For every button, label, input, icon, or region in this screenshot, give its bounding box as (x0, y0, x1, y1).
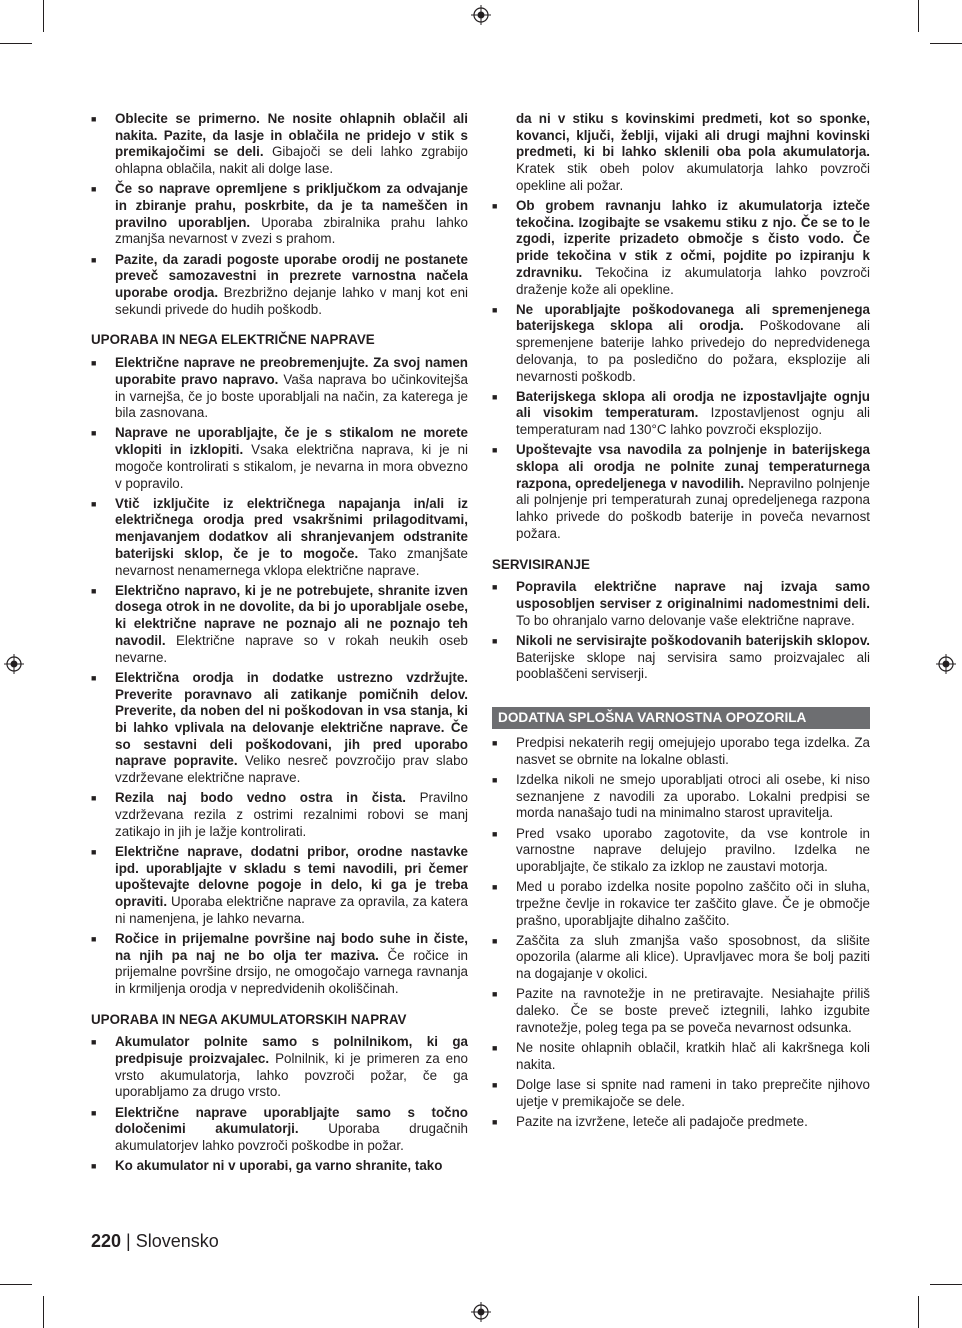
registration-mark-icon (936, 654, 956, 674)
crop-mark (0, 1284, 32, 1285)
list-item: ■ Ob grobem ravnanju lahko iz akumulatorja izteče tekočina. Izogibajte se vsakemu stiku z njo. Če se to le zgodi, izperite prizadeto območje s čisto vodo. Če pride tekočina v stik z očmi, pojdite po izpiranju k zdravniku. Tekočina iz akumulatorja lahko povzroči draženje kože ali opekline. (492, 198, 870, 297)
bullet-icon: ■ (91, 1161, 97, 1172)
bullet-icon: ■ (492, 1116, 498, 1127)
bullet-icon: ■ (492, 635, 498, 646)
list-item: ■ Naprave ne uporabljajte, če je s stikalom ne morete vklopiti in izklopiti. Vsaka električna naprava, ki je ni mogoče kontrolirati s stikalom, je nevarna in mora obvezno v popravilo. (91, 425, 468, 491)
bullet-icon: ■ (91, 498, 97, 509)
crop-mark (0, 43, 32, 44)
bullet-icon: ■ (492, 882, 498, 893)
bullet-icon: ■ (91, 184, 97, 195)
list-item: ■ Električne naprave ne preobremenjujte. Za svoj namen uporabite pravo napravo. Vaša naprava bo učinkovitejša in varnejša, če jo boste uporabljali na način, za katerega je bila zasnovana. (91, 355, 468, 421)
bullet-icon: ■ (91, 846, 97, 857)
list-item: ■ Pred vsako uporabo zagotovite, da vse kontrole in varnostne naprave delujejo pravilno. Izdelka ne uporabljajte, če stikalo za izklop ne zaustavi motorja. (492, 825, 870, 874)
list-item: ■ Med u porabo izdelka nosite popolno zaščito oči in sluha, trpežne čevlje in rokavice ter zaščito glave. Če je območje prašno, uporabljajte dihalno zaščito. (492, 879, 870, 928)
list-item: ■ Predpisi nekaterih regij omejujejo uporabo tega izdelka. Za nasvet se obrnite na lokalne oblasti. (492, 735, 870, 767)
list-item: ■ Oblecite se primerno. Ne nosite ohlapnih oblačil ali nakita. Pazite, da lasje in oblačila ne pridejo v stik s premikajočimi se deli. Gibajoči se deli lahko zgrabijo ohlapna oblačila, nakit ali dolge lase. (91, 111, 468, 177)
list-item: ■ Upoštevajte vsa navodila za polnjenje in baterijskega sklopa ali orodja ne polnite zunaj temperaturnega razpona, opredeljenega v navodilih. Nepravilno polnjenje ali polnjenje pri temperaturah zunaj opredeljenega razpona lahko privede do poškodb baterije in poveča nevarnost požara. (492, 442, 870, 541)
list-item: ■ Električne naprave, dodatni pribor, orodne nastavke ipd. uporabljajte v skladu s temi navodili, pri čemer upoštevajte delovne pogoje in delo, ki ga je treba opraviti. Uporaba električne naprave za opravila, za katera ni namenjena, je lahko nevarna. (91, 843, 468, 926)
list-item-continuation: da ni v stiku s kovinskimi predmeti, kot so sponke, kovanci, ključi, žeblji, vijaki ali drugi majhni kovinski predmeti, ki bi lahko sklenili oba pola akumulatorja. Kratek stik obeh polov akumulatorja lahko povzroči opekline ali požar. (516, 111, 870, 193)
crop-mark (918, 1296, 919, 1328)
crop-mark (43, 0, 44, 32)
crop-mark (918, 0, 919, 32)
bullet-icon: ■ (492, 935, 498, 946)
bullet-icon: ■ (492, 774, 498, 785)
section-banner: DODATNA SPLOŠNA VARNOSTNA OPOZORILA (492, 707, 870, 729)
crop-mark (930, 43, 962, 44)
list-item: ■ Dolge lase si spnite nad rameni in tako preprečite njihovo ujetje v premikajoče se dele. (492, 1076, 870, 1109)
list-item: ■ Zaščita za sluh zmanjša vašo sposobnost, da slišite opozorila (alarme ali klice). Upravljavec mora še bolj paziti na dogajanje v okolici. (492, 932, 870, 982)
bullet-icon: ■ (91, 254, 97, 265)
list-item: ■ Izdelka nikoli ne smejo uporabljati otroci ali osebe, ki niso seznanjene z navodili za uporabo. Lokalni predpisi se morda nanašajo tudi na minimalno starost upravitelja. (492, 771, 870, 821)
section-heading: UPORABA IN NEGA AKUMULATORSKIH NAPRAV (91, 1011, 407, 1027)
section-heading: SERVISIRANJE (492, 556, 590, 572)
bullet-icon: ■ (91, 1107, 97, 1118)
list-item: ■ Pazite, da zaradi pogoste uporabe orodij ne postanete preveč samozavestni in prezrete varnostna načela uporabe orodja. Brezbrižno dejanje lahko v manj kot eni sekundi privede do hudih poškodb. (91, 251, 468, 317)
list-item: ■ Popravila električne naprave naj izvaja samo usposobljen serviser z originalnimi nadomestnimi deli. To bo ohranjalo varno delovanje vaše električne naprave. (492, 579, 870, 628)
bullet-icon: ■ (91, 358, 97, 369)
crop-mark (43, 1296, 44, 1328)
bullet-icon: ■ (492, 304, 498, 315)
registration-mark-icon (471, 5, 491, 25)
bullet-icon: ■ (91, 933, 97, 944)
registration-mark-icon (4, 654, 24, 674)
bullet-icon: ■ (492, 391, 498, 402)
crop-mark (930, 1284, 962, 1285)
list-item: ■ Ročice in prijemalne površine naj bodo suhe in čiste, na njih pa naj ne bo olja ter maziva. Če ročice in prijemalne površine drsijo, ne omogočajo varnega ravnanja in krmiljenja orodja v nepredvidenih okoliščinah. (91, 930, 468, 996)
list-item: ■ Nikoli ne servisirajte poškodovanih baterijskih sklopov. Baterijske sklope naj servisira samo proizvajalec ali pooblaščeni serviserji. (492, 632, 870, 682)
section-heading: UPORABA IN NEGA ELEKTRIČNE NAPRAVE (91, 332, 375, 348)
list-item: ■ Če so naprave opremljene s priključkom za odvajanje in zbiranje prahu, poskrbite, da je ta nameščen in pravilno uporabljen. Uporaba zbiralnika prahu lahko zmanjša nevarnost v zvezi s prahom. (91, 181, 468, 247)
bullet-icon: ■ (492, 582, 498, 593)
list-item: ■ Rezila naj bodo vedno ostra in čista. Pravilno vzdrževana rezila z ostrimi rezalnimi robovi se manj zatikajo in jih je lažje kontrolirati. (91, 790, 468, 839)
list-item: ■ Baterijskega sklopa ali orodja ne izpostavljajte ognju ali visokim temperaturam. Izpostavljenost ognju ali temperaturam nad 130°C lahko povzroči eksplozijo. (492, 388, 870, 438)
bullet-icon: ■ (492, 989, 498, 1000)
bullet-icon: ■ (492, 738, 498, 748)
list-item: ■ Ne uporabljajte poškodovanega ali spremenjenega baterijskega sklopa ali orodja. Poškodovane ali spremenjene baterije lahko privedejo do nepredvidenega delovanja, to pa posledično do požara, eksplozije ali nevarnosti poškodb. (492, 301, 870, 384)
list-item: ■ Pazite na ravnotežje in ne pretiravajte. Nesiahajte pṙiliš daleko. Če se boste preveč iztegnili, lahko izgubite ravnotežje, poleg tega pa se poveča nevarnost odsunka. (492, 986, 870, 1035)
bullet-icon: ■ (492, 1079, 498, 1090)
registration-mark-icon (471, 1302, 491, 1322)
left-column (91, 111, 468, 1178)
bullet-icon: ■ (91, 793, 97, 804)
list-item: ■ Električno napravo, ki je ne potrebujete, shranite izven dosega otrok in ne dovolite, da bi jo uporabljale osebe, ki električne naprave ne poznajo ali ne poznajo teh navodil. Električne naprave so v rokah neukih oseb nevarne. (91, 582, 468, 665)
right-column (492, 111, 870, 1134)
footer-language: Slovensko (135, 1231, 219, 1251)
list-item: ■ Ko akumulator ni v uporabi, ga varno shranite, tako (91, 1158, 443, 1174)
footer-separator: | (121, 1231, 136, 1251)
bullet-icon: ■ (492, 1042, 498, 1053)
bullet-icon: ■ (91, 672, 97, 683)
bullet-icon: ■ (492, 445, 498, 456)
page-footer (91, 1231, 219, 1252)
list-item: ■ Vtič izključite iz električnega napajanja in/ali iz električnega orodja pred vsakršnimi prilagoditvami, menjavanjem dodatkov ali shranjevanjem odstranite baterijski sklop, če je to mogoče. Tako zmanjšate nevarnost nenamernega vklopa električne naprave. (91, 495, 469, 578)
list-item: ■ Akumulator polnite samo s polnilnikom, ki ga predpisuje proizvajalec. Polnilnik, ki je primeren za eno vrsto akumulatorja, lahko povzroči požar, če ga uporabljamo za drugo vrsto. (91, 1034, 468, 1100)
bullet-icon: ■ (492, 201, 498, 212)
bullet-icon: ■ (492, 828, 498, 839)
bullet-icon: ■ (91, 585, 97, 596)
bullet-icon: ■ (91, 428, 97, 439)
list-item: ■ Pazite na izvržene, leteče ali padajoče predmete. (492, 1113, 808, 1129)
page-number: 220 (91, 1231, 122, 1251)
list-item: ■ Ne nosite ohlapnih oblačil, kratkih hlač ali kakršnega koli nakita. (492, 1039, 870, 1072)
bullet-icon: ■ (91, 1037, 97, 1048)
bullet-icon: ■ (91, 114, 97, 124)
list-item: ■ Električna orodja in dodatke ustrezno vzdržujte. Preverite poravnavo ali zatikanje pomičnih delov. Preverite, da noben del ni poškodovan in vsa stanja, ki bi lahko vplivala na delovanje električne naprave. Če so sestavni deli poškodovani, jih pred uporabo naprave popravite. Veliko nesreč povzročijo prav slabo vzdrževane električne naprave. (91, 669, 469, 786)
list-item: ■ Električne naprave uporabljajte samo s točno določenimi akumulatorji. Uporaba drugačnih akumulatorjev lahko povzroči poškodbe in požar. (91, 1104, 468, 1154)
